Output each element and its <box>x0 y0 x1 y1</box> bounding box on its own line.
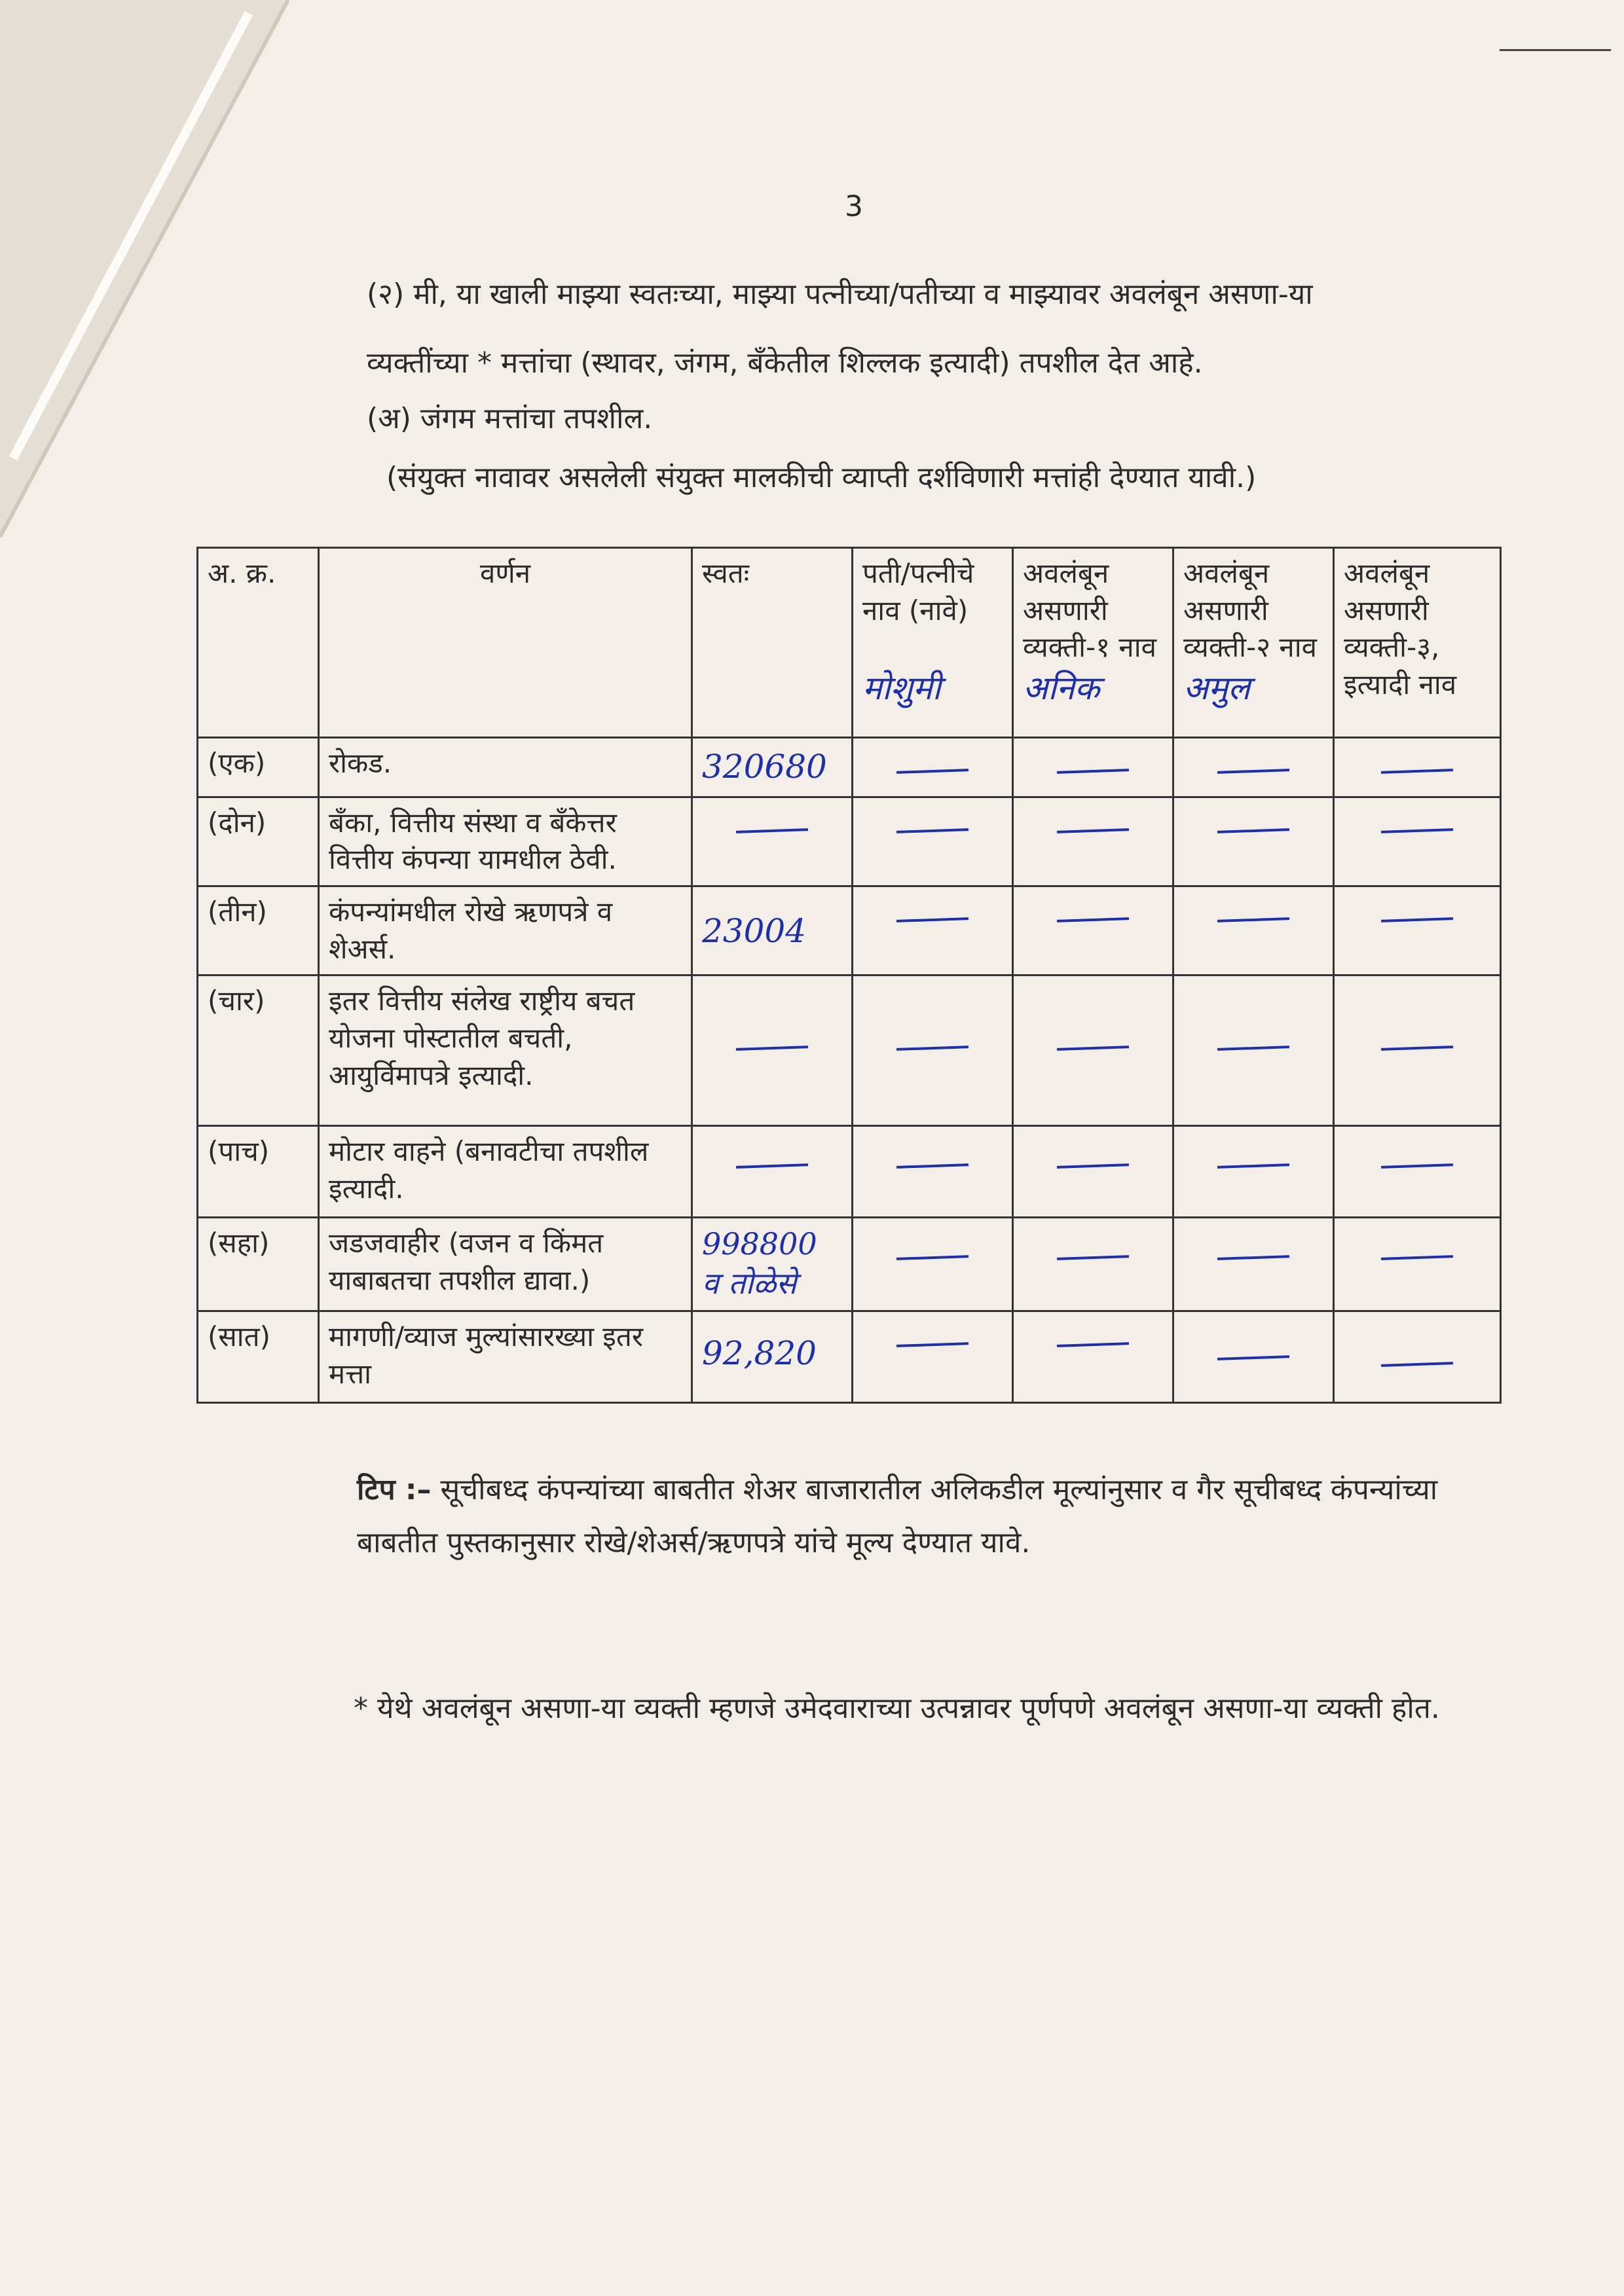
header-dep1-label: अवलंबून असणारी व्यक्ती-१ नाव <box>1023 557 1156 664</box>
row-sr: (तीन) <box>198 886 319 975</box>
row-sr: (दोन) <box>198 797 319 886</box>
row-desc: कंपन्यांमधील रोखे ऋणपत्रे व शेअर्स. <box>319 886 692 975</box>
row-self-value: 23004 <box>692 886 853 975</box>
row-dash <box>1334 738 1501 797</box>
section-heading: (अ) जंगम मत्तांचा तपशील. <box>367 402 653 435</box>
header-spouse <box>853 548 1013 738</box>
header-dep1 <box>1013 548 1173 738</box>
row-dash <box>692 975 853 1126</box>
row-dash <box>1013 738 1173 797</box>
movable-assets-table <box>196 547 1502 1404</box>
row-dash <box>853 738 1013 797</box>
row-dash <box>1334 1218 1501 1311</box>
header-desc: वर्णन <box>319 548 692 738</box>
table-header-row <box>198 548 1501 738</box>
row-dash <box>1334 797 1501 886</box>
margin-rule <box>1500 49 1611 51</box>
row-self-value: 998800 व तोळेसे <box>692 1218 853 1311</box>
row-dash <box>1173 738 1334 797</box>
footnote: * येथे अवलंबून असणा-या व्यक्ती म्हणजे उमेदवाराच्या उत्पन्नावर पूर्णपणे अवलंबून असणा-या व्यक्ती होत. <box>354 1692 1440 1725</box>
handwritten-spouse-name: मोशुमी <box>862 669 941 708</box>
row-desc: मागणी/व्याज मुल्यांसारख्या इतर मत्ता <box>319 1311 692 1402</box>
row-dash <box>1173 1311 1334 1402</box>
note-text: सूचीबध्द कंपन्यांच्या बाबतीत शेअर बाजारातील अलिकडील मूल्यांनुसार व गैर सूचीबध्द कंपन्यांच्या बाबतीत पुस्तकानुसार रोखे/शेअर्स/ऋणपत्रे यांचे मूल्य देण्यात यावे. <box>357 1473 1438 1560</box>
row-dash <box>853 975 1013 1126</box>
handwritten-dep2-name: अमुल <box>1183 669 1250 708</box>
row-dash <box>1013 975 1173 1126</box>
header-dep2 <box>1173 548 1334 738</box>
page-number: 3 <box>845 190 863 223</box>
instruction-text: (संयुक्त नावावर असलेली संयुक्त मालकीची व्याप्ती दर्शविणारी मत्तांही देण्यात यावी.) <box>386 461 1257 494</box>
table-row <box>198 797 1501 886</box>
table-row <box>198 975 1501 1126</box>
table-row <box>198 886 1501 975</box>
row-sr: (एक) <box>198 738 319 797</box>
header-dep3: अवलंबून असणारी व्यक्ती-३, इत्यादी नाव <box>1334 548 1501 738</box>
row-desc: बँका, वित्तीय संस्था व बँकेत्तर वित्तीय कंपन्या यामधील ठेवी. <box>319 797 692 886</box>
row-dash <box>1013 1126 1173 1218</box>
row-self-value: 320680 <box>692 738 853 797</box>
row-dash <box>1334 975 1501 1126</box>
note-block <box>357 1463 1490 1570</box>
row-dash <box>853 1126 1013 1218</box>
intro-line-1: (२) मी, या खाली माझ्या स्वतःच्या, माझ्या पत्नीच्या/पतीच्या व माझ्यावर अवलंबून असणा-या <box>367 278 1313 311</box>
row-dash <box>853 1218 1013 1311</box>
row-dash <box>853 886 1013 975</box>
row-dash <box>1173 1218 1334 1311</box>
table-row <box>198 1126 1501 1218</box>
note-label: टिप :– <box>357 1473 432 1506</box>
row-dash <box>1173 1126 1334 1218</box>
row-self-value: 92,820 <box>692 1311 853 1402</box>
table-row <box>198 1218 1501 1311</box>
handwritten-dep1-name: अनिक <box>1023 669 1100 708</box>
row-dash <box>1013 797 1173 886</box>
row-sr: (सहा) <box>198 1218 319 1311</box>
row-dash <box>1013 886 1173 975</box>
row-desc: इतर वित्तीय संलेख राष्ट्रीय बचत योजना पोस्टातील बचती, आयुर्विमापत्रे इत्यादी. <box>319 975 692 1126</box>
row-dash <box>1173 886 1334 975</box>
row-dash <box>692 797 853 886</box>
row-dash <box>853 1311 1013 1402</box>
row-sr: (सात) <box>198 1311 319 1402</box>
row-dash <box>1173 975 1334 1126</box>
header-spouse-label: पती/पत्नीचे नाव (नावे) <box>862 557 974 627</box>
row-desc: जडजवाहीर (वजन व किंमत याबाबतचा तपशील द्यावा.) <box>319 1218 692 1311</box>
row-dash <box>1334 1311 1501 1402</box>
row-desc: रोकड. <box>319 738 692 797</box>
header-sr: अ. क्र. <box>198 548 319 738</box>
row-dash <box>1013 1311 1173 1402</box>
row-dash <box>1013 1218 1173 1311</box>
row-dash <box>1173 797 1334 886</box>
header-dep2-label: अवलंबून असणारी व्यक्ती-२ नाव <box>1183 557 1317 664</box>
row-dash <box>692 1126 853 1218</box>
header-self: स्वतः <box>692 548 853 738</box>
table-row <box>198 738 1501 797</box>
row-sr: (पाच) <box>198 1126 319 1218</box>
row-dash <box>1334 1126 1501 1218</box>
row-desc: मोटार वाहने (बनावटीचा तपशील इत्यादी. <box>319 1126 692 1218</box>
row-sr: (चार) <box>198 975 319 1126</box>
intro-line-2: व्यक्तींच्या * मत्तांचा (स्थावर, जंगम, बँकेतील शिल्लक इत्यादी) तपशील देत आहे. <box>367 346 1203 380</box>
table-row <box>198 1311 1501 1402</box>
row-dash <box>853 797 1013 886</box>
row-dash <box>1334 886 1501 975</box>
